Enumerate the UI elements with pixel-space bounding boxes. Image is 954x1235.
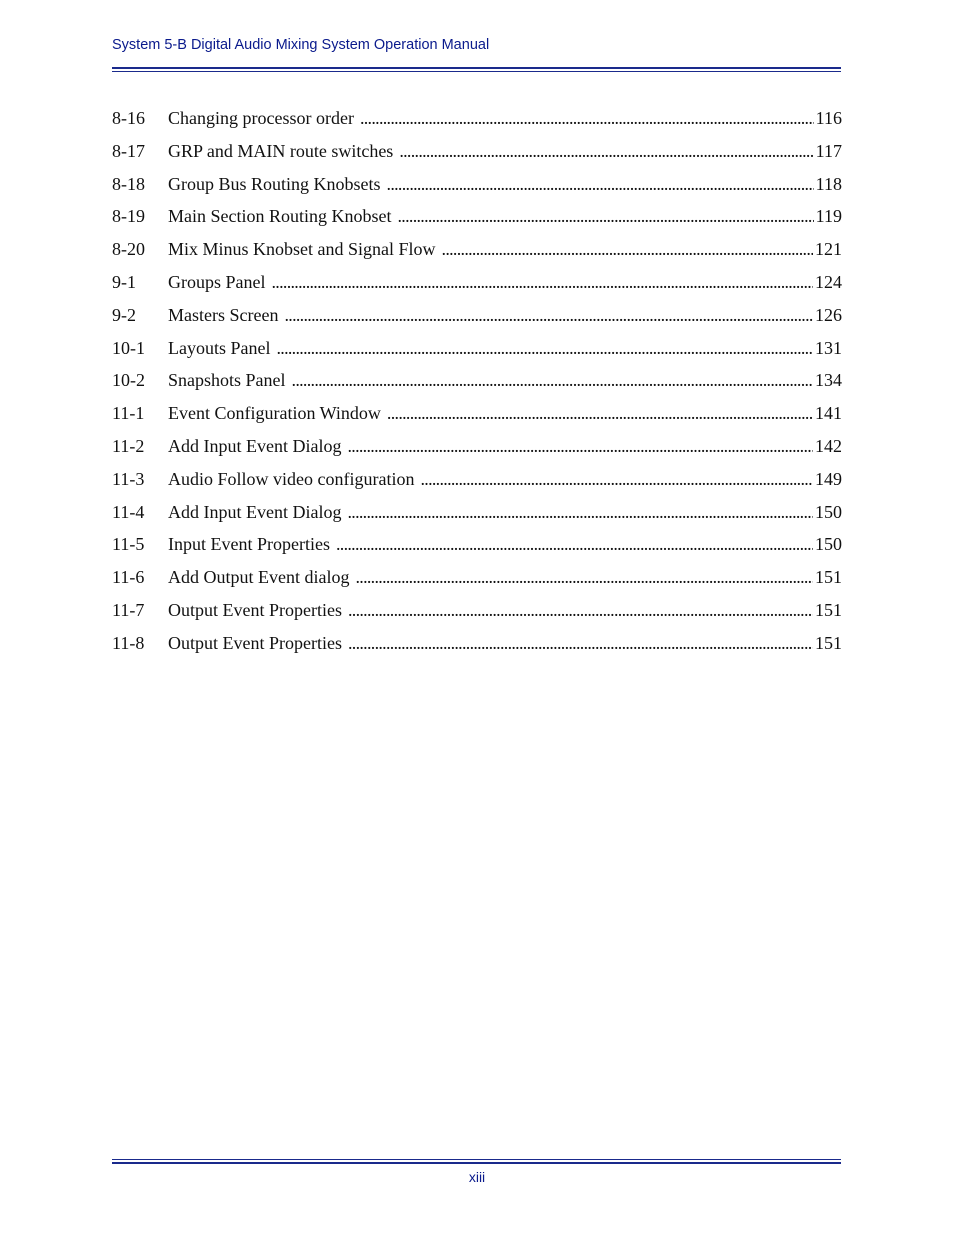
- page-number: 119: [815, 206, 842, 227]
- header-rule-top: [112, 67, 841, 69]
- figure-title: Audio Follow video configuration: [168, 468, 415, 489]
- page-number: 149: [815, 468, 842, 489]
- dot-leader: [292, 367, 813, 393]
- dot-leader: [355, 564, 813, 590]
- figure-title: Output Event Properties: [168, 632, 342, 653]
- figure-title: Groups Panel: [168, 271, 266, 292]
- header-rule-bottom: [112, 71, 841, 72]
- page-number: 150: [815, 501, 842, 522]
- toc-entry[interactable]: [112, 466, 842, 499]
- figure-title: Changing processor order: [168, 108, 354, 128]
- page-number: 124: [815, 271, 842, 292]
- figure-number: 8-18: [112, 173, 145, 194]
- figure-title: Add Input Event Dialog: [168, 501, 342, 522]
- toc-entry[interactable]: [112, 597, 842, 630]
- dot-leader: [347, 499, 813, 525]
- figure-title: Input Event Properties: [168, 534, 330, 555]
- dot-leader: [276, 335, 813, 361]
- figure-number: 11-4: [112, 501, 145, 522]
- toc-entry[interactable]: [112, 269, 842, 302]
- page-number: 117: [815, 140, 842, 161]
- toc-entry[interactable]: [112, 531, 842, 564]
- dot-leader: [420, 466, 813, 492]
- running-header-title: System 5-B Digital Audio Mixing System Operation Manual: [112, 37, 490, 53]
- figure-number: 8-19: [112, 206, 145, 227]
- dot-leader: [442, 236, 813, 262]
- figure-number: 11-2: [112, 435, 145, 456]
- dot-leader: [348, 597, 813, 623]
- toc-entry[interactable]: [112, 171, 842, 204]
- figure-number: 8-20: [112, 239, 145, 260]
- toc-entry[interactable]: [112, 203, 842, 236]
- page-number: 121: [815, 239, 842, 260]
- figure-number: 11-5: [112, 534, 145, 555]
- toc-entry[interactable]: [112, 499, 842, 532]
- toc-entry[interactable]: [112, 433, 842, 466]
- dot-leader: [399, 138, 813, 164]
- page-number: 118: [815, 173, 842, 194]
- figure-title: Add Input Event Dialog: [168, 435, 342, 456]
- figure-number: 9-1: [112, 271, 136, 292]
- figure-number: 11-1: [112, 403, 145, 424]
- toc-entry[interactable]: [112, 564, 842, 597]
- page-number: 141: [815, 403, 842, 424]
- page-number: 151: [815, 599, 842, 620]
- dot-leader: [347, 433, 813, 459]
- figure-title: Group Bus Routing Knobsets: [168, 173, 381, 194]
- figure-number: 11-8: [112, 632, 145, 653]
- toc-entry[interactable]: [112, 105, 842, 138]
- footer-rule-top: [112, 1159, 841, 1160]
- figure-number: 11-6: [112, 567, 145, 588]
- footer-rule-bottom: [112, 1162, 841, 1164]
- list-of-figures: [112, 105, 842, 663]
- figure-title: Add Output Event dialog: [168, 567, 350, 588]
- page-number: 126: [815, 304, 842, 325]
- figure-title: Output Event Properties: [168, 599, 342, 620]
- page-number: 116: [815, 108, 842, 128]
- figure-title: Event Configuration Window: [168, 403, 381, 424]
- figure-number: 10-1: [112, 337, 145, 358]
- figure-number: 8-17: [112, 140, 145, 161]
- dot-leader: [387, 171, 814, 197]
- figure-number: 11-3: [112, 468, 145, 489]
- page-number: 151: [815, 567, 842, 588]
- toc-entry[interactable]: [112, 400, 842, 433]
- figure-title: Snapshots Panel: [168, 370, 286, 391]
- figure-number: 9-2: [112, 304, 136, 325]
- dot-leader: [360, 105, 814, 131]
- dot-leader: [336, 531, 813, 557]
- toc-entry[interactable]: [112, 367, 842, 400]
- page-number: 150: [815, 534, 842, 555]
- figure-number: 11-7: [112, 599, 145, 620]
- figure-title: Masters Screen: [168, 304, 279, 325]
- dot-leader: [387, 400, 813, 426]
- figure-title: Layouts Panel: [168, 337, 271, 358]
- dot-leader: [398, 203, 814, 229]
- figure-title: Main Section Routing Knobset: [168, 206, 392, 227]
- figure-title: Mix Minus Knobset and Signal Flow: [168, 239, 436, 260]
- dot-leader: [272, 269, 814, 295]
- page-number: 134: [815, 370, 842, 391]
- page-number: 131: [815, 337, 842, 358]
- page-number: 151: [815, 632, 842, 653]
- dot-leader: [348, 630, 813, 656]
- page-number: 142: [815, 435, 842, 456]
- toc-entry[interactable]: [112, 138, 842, 171]
- toc-entry[interactable]: [112, 630, 842, 663]
- dot-leader: [284, 302, 813, 328]
- figure-title: GRP and MAIN route switches: [168, 140, 394, 161]
- footer-page-number: xiii: [468, 1169, 486, 1185]
- toc-entry[interactable]: [112, 302, 842, 335]
- figure-number: 8-16: [112, 108, 145, 128]
- toc-entry[interactable]: [112, 236, 842, 269]
- toc-entry[interactable]: [112, 335, 842, 368]
- figure-number: 10-2: [112, 370, 145, 391]
